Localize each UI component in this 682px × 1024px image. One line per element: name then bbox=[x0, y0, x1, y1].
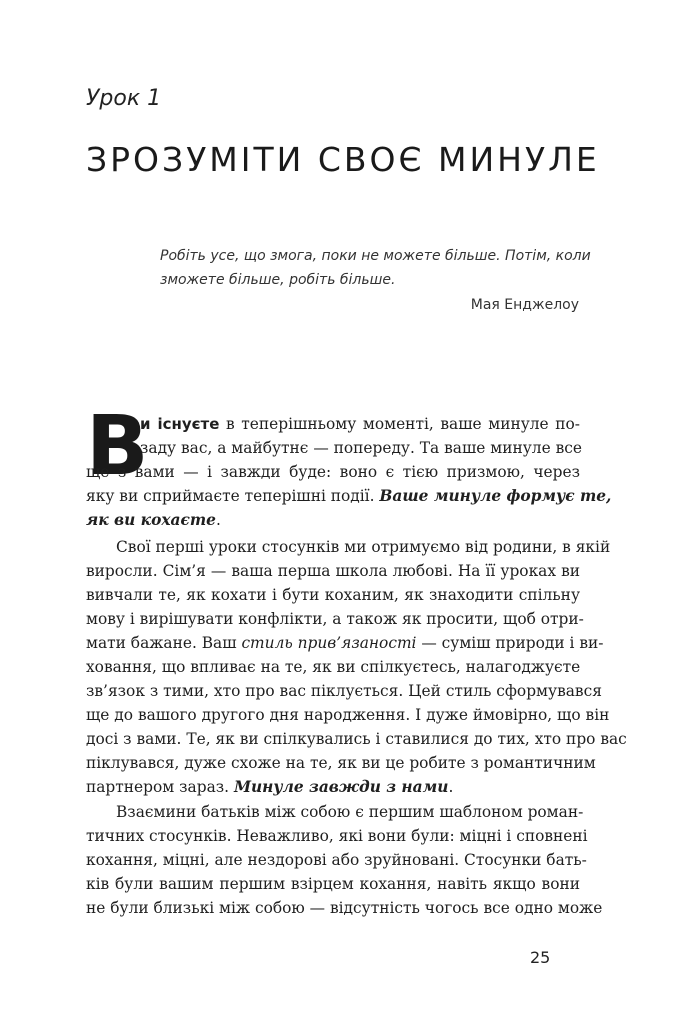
text-line: досі з вами. Те, як ви спілкувались і ставилися до тих, хто про вас bbox=[86, 730, 627, 748]
text-run: — суміш природи і ви- bbox=[416, 634, 604, 652]
text-line: ще до вашого другого дня народження. І дуже ймовірно, що він bbox=[86, 706, 610, 724]
text-line: кохання, міцні, але нездорові або зруйновані. Стосунки бать- bbox=[86, 851, 587, 869]
text-line: Свої перші уроки стосунків ми отримуємо від родини, в якій bbox=[116, 538, 611, 556]
emphasis: Минуле завжди з нами bbox=[233, 778, 449, 796]
text-line: ховання, що впливає на те, як ви спілкуєтесь, налагоджуєте bbox=[86, 658, 581, 676]
text-run: . bbox=[448, 778, 454, 796]
text-line bbox=[140, 412, 580, 436]
text-line: зв’язок з тими, хто про вас піклується. Цей стиль сформувався bbox=[86, 682, 602, 700]
text-line: ще з вами — і завжди буде: воно є тією призмою, через bbox=[86, 463, 580, 481]
text-line bbox=[86, 631, 604, 655]
text-line: ків були вашим першим взірцем кохання, навіть якщо вони bbox=[86, 875, 580, 893]
epigraph-author: Мая Енджелоу bbox=[470, 297, 579, 313]
emphasis: як ви кохаєте bbox=[86, 511, 216, 529]
text-run: в теперішньому моменті, ваше минуле по- bbox=[219, 415, 580, 433]
epigraph-line-2: зможете більше, робіть більше. bbox=[160, 272, 396, 288]
text-line: Взаємини батьків між собою є першим шаблоном роман- bbox=[116, 803, 584, 821]
text-run: . bbox=[215, 511, 221, 529]
text-line: не були близькі між собою — відсутність чогось все одно може bbox=[86, 899, 603, 917]
text-run: партнером зараз. bbox=[86, 778, 234, 796]
text-line bbox=[86, 775, 580, 799]
text-line bbox=[86, 508, 580, 532]
page-number: 25 bbox=[530, 948, 551, 967]
emphasis: Ваше минуле формує те, bbox=[379, 487, 612, 505]
text-line: вивчали те, як кохати і бути коханим, як знаходити спільну bbox=[86, 586, 580, 604]
text-line: тичних стосунків. Неважливо, які вони були: міцні і сповнені bbox=[86, 827, 588, 845]
text-line: заду вас, а майбутнє — попереду. Та ваше минуле все bbox=[140, 439, 582, 457]
text-line: виросли. Сім’я — ваша перша школа любові. На її уроках ви bbox=[86, 562, 580, 580]
text-line bbox=[86, 484, 612, 508]
lead-in: и існуєте bbox=[140, 415, 220, 433]
text-run: мати бажане. Ваш bbox=[86, 634, 242, 652]
drop-cap: В bbox=[86, 399, 149, 494]
term: стиль прив’язаності bbox=[241, 634, 417, 652]
text-line: піклувався, дуже схоже на те, як ви це робите з романтичним bbox=[86, 754, 596, 772]
text-run: яку ви сприймаєте теперішні події. bbox=[86, 487, 380, 505]
epigraph-line-1: Робіть усе, що змога, поки не можете більше. Потім, коли bbox=[160, 248, 591, 264]
lesson-label: Урок 1 bbox=[86, 86, 162, 111]
chapter-title: ЗРОЗУМІТИ СВОЄ МИНУЛЕ bbox=[86, 140, 600, 179]
text-line: мову і вирішувати конфлікти, а також як просити, щоб отри- bbox=[86, 610, 584, 628]
